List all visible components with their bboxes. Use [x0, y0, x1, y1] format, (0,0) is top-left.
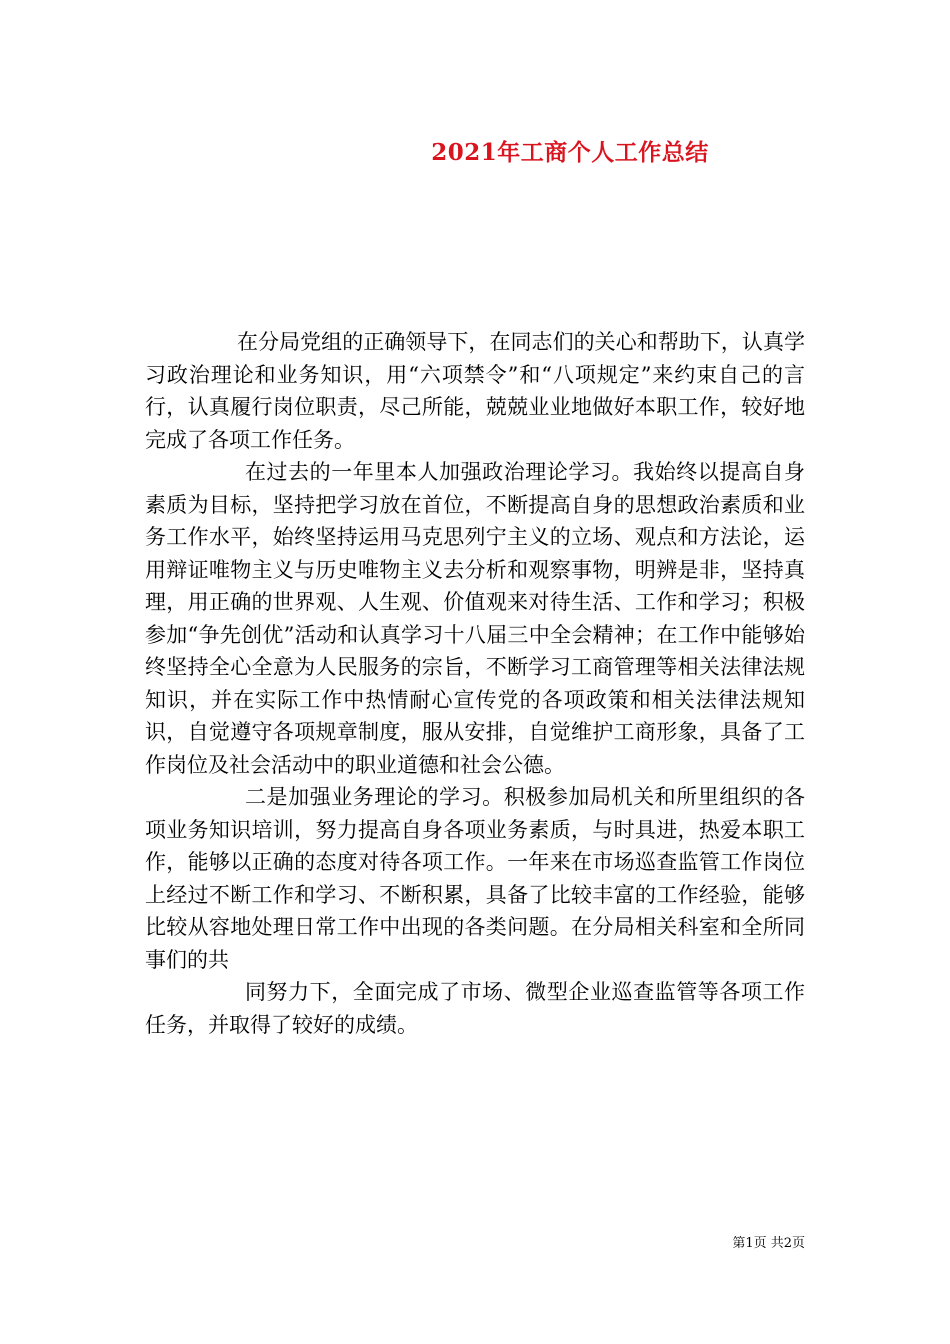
document-body	[145, 326, 805, 1041]
paragraph-3: 二是加强业务理论的学习。积极参加局机关和所里组织的各项业务知识培训，努力提高自身各项业务素质，与时具进，热爱本职工作，能够以正确的态度对待各项工作。一年来在市场巡查监管工作岗位上经过不断工作和学习、不断积累，具备了比较丰富的工作经验，能够比较从容地处理日常工作中出现的各类问题。在分局相关科室和全所同事们的共	[145, 785, 805, 972]
document-title: 2021年工商个人工作总结	[431, 139, 709, 166]
paragraph-1: 在分局党组的正确领导下，在同志们的关心和帮助下，认真学习政治理论和业务知识，用“六项禁令”和“八项规定”来约束自己的言行，认真履行岗位职责，尽己所能，兢兢业业地做好本职工作，较好地完成了各项工作任务。	[145, 330, 805, 452]
page-number: 第1页 共2页	[732, 1236, 805, 1251]
paragraph-2: 在过去的一年里本人加强政治理论学习。我始终以提高自身素质为目标，坚持把学习放在首位，不断提高自身的思想政治素质和业务工作水平，始终坚持运用马克思列宁主义的立场、观点和方法论，运用辩证唯物主义与历史唯物主义去分析和观察事物，明辨是非，坚持真理，用正确的世界观、人生观、价值观来对待生活、工作和学习；积极参加“争先创优”活动和认真学习十八届三中全会精神；在工作中能够始终坚持全心全意为人民服务的宗旨，不断学习工商管理等相关法律法规知识，并在实际工作中热情耐心宣传党的各项政策和相关法律法规知识，自觉遵守各项规章制度，服从安排，自觉维护工商形象，具备了工作岗位及社会活动中的职业道德和社会公德。	[145, 460, 805, 777]
paragraph-4: 同努力下，全面完成了市场、微型企业巡查监管等各项工作任务，并取得了较好的成绩。	[145, 980, 805, 1037]
